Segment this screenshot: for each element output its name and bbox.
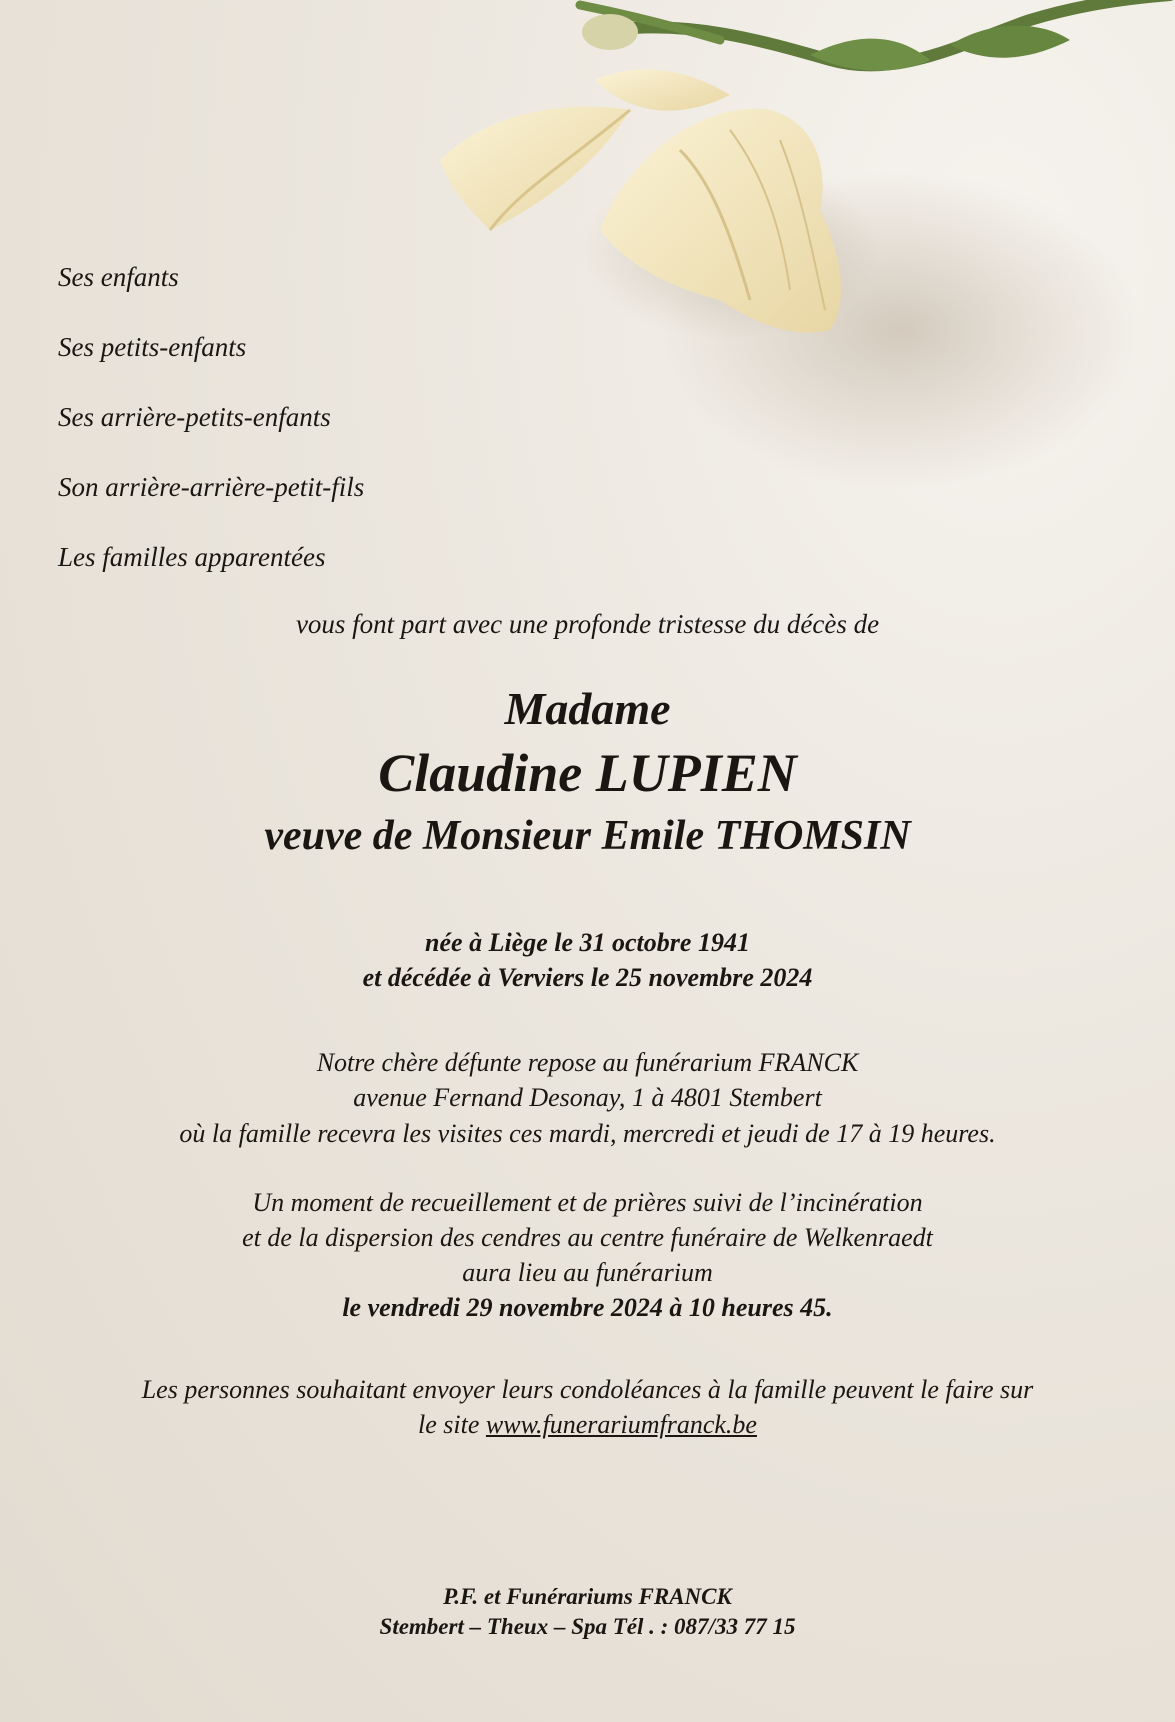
family-line-grandchildren: Ses petits-enfants: [58, 332, 247, 362]
condolences-line-2: [0, 1410, 1175, 1440]
dried-flowers-icon: [430, 0, 1175, 560]
condolences-line-1: Les personnes souhaitant envoyer leurs condoléances à la famille peuvent le faire sur: [141, 1375, 1034, 1404]
family-line-children: Ses enfants: [58, 262, 179, 292]
deceased-title: Madame: [504, 683, 671, 734]
widow-of-text: veuve de Monsieur Emile THOMSIN: [264, 813, 911, 859]
announcement-text: vous font part avec une profonde tristesse du décès de: [295, 609, 880, 639]
footer-company: P.F. et Funérariums FRANCK: [443, 1584, 732, 1609]
visitation-line-3: où la famille recevra les visites ces mardi, mercredi et jeudi de 17 à 19 heures.: [179, 1119, 996, 1148]
website-link[interactable]: www.funerariumfranck.be: [485, 1410, 757, 1439]
condolences-prefix: le site: [418, 1410, 486, 1439]
ceremony-line-3: aura lieu au funérarium: [462, 1258, 713, 1287]
deceased-name: Claudine LUPIEN: [378, 743, 797, 803]
footer-contact: Stembert – Theux – Spa Tél . : 087/33 77 15: [379, 1614, 796, 1639]
family-line-great-grandchildren: Ses arrière-petits-enfants: [58, 402, 331, 432]
birth-date: née à Liège le 31 octobre 1941: [425, 928, 750, 957]
visitation-line-1: Notre chère défunte repose au funérarium FRANCK: [316, 1048, 859, 1077]
ceremony-line-2: et de la dispersion des cendres au centre funéraire de Welkenraedt: [242, 1223, 933, 1252]
ceremony-line-1: Un moment de recueillement et de prières suivi de l’incinération: [252, 1188, 923, 1217]
visitation-line-2: avenue Fernand Desonay, 1 à 4801 Stembert: [353, 1083, 822, 1112]
family-line-relatives: Les familles apparentées: [58, 542, 326, 572]
family-line-great-great-grandson: Son arrière-arrière-petit-fils: [58, 472, 365, 502]
death-date: et décédée à Verviers le 25 novembre 2024: [362, 963, 813, 992]
ceremony-date: le vendredi 29 novembre 2024 à 10 heures 45.: [342, 1293, 833, 1322]
